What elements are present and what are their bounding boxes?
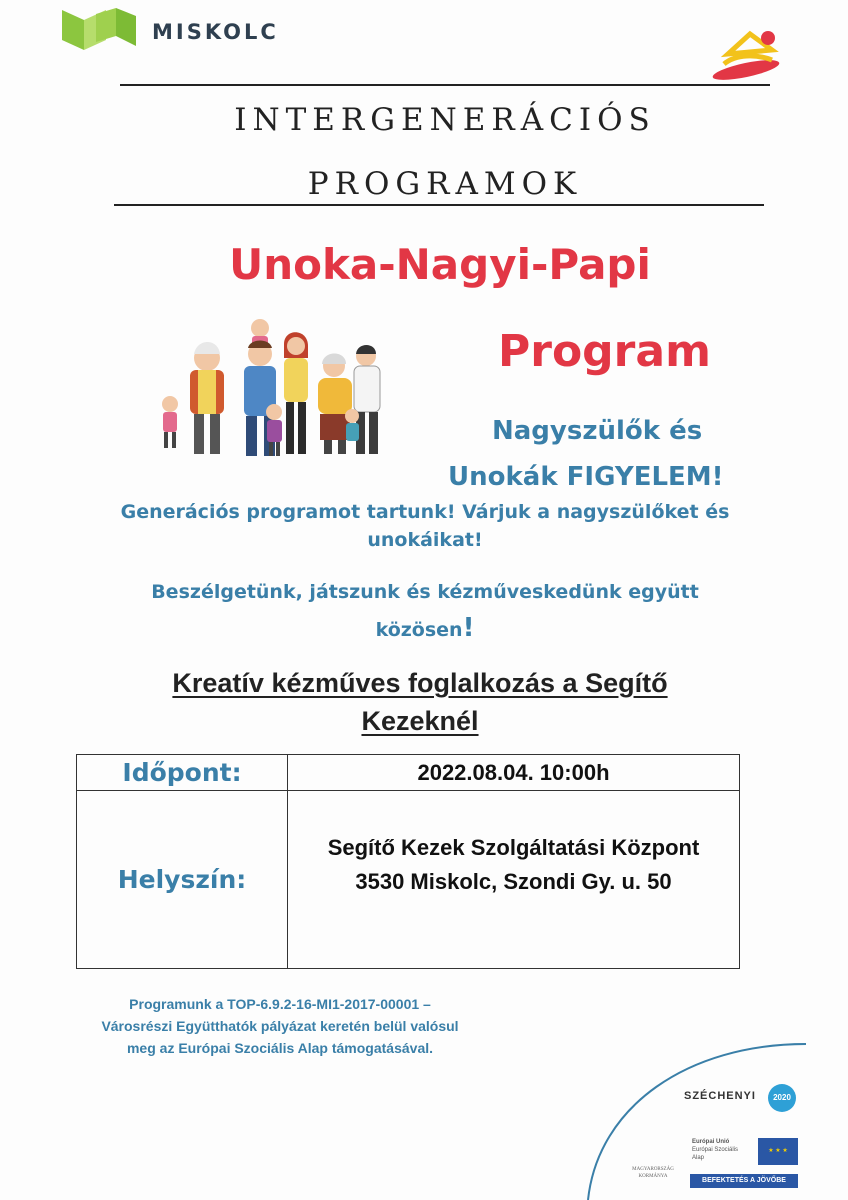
activity-line-1: Kreatív kézműves foglalkozás a Segítő — [172, 668, 668, 698]
title-bottom-rule — [114, 204, 764, 206]
szechenyi-2020-icon — [768, 1084, 796, 1112]
intro-p2-line-1: Beszélgetünk, játszunk és kézműveskedünk együtt — [151, 581, 699, 603]
intro-paragraph-1 — [60, 498, 790, 554]
place-label: Helyszín: — [77, 791, 288, 969]
place-value — [288, 791, 740, 969]
funding-note — [70, 993, 490, 1059]
miskolc-logo-icon — [60, 6, 138, 52]
attention-line-2: Unokák FIGYELEM! — [448, 462, 724, 492]
intro-p1-line-1: Generációs programot tartunk! Várjuk a nagyszülőket és — [120, 501, 730, 523]
title-line-2: PROGRAMOK — [307, 166, 583, 202]
program-name-line-2: Program — [498, 326, 711, 377]
family-illustration — [152, 308, 392, 464]
eu-line-1: Európai Unió — [692, 1139, 730, 1145]
title-line-1: INTERGENERÁCIÓS — [234, 102, 656, 138]
funding-line-1: Programunk a TOP-6.9.2-16-MI1-2017-00001 – — [129, 996, 431, 1012]
title-top-rule — [120, 84, 770, 86]
activity-line-2: Kezeknél — [361, 706, 479, 736]
funding-line-3: meg az Európai Szociális Alap támogatásával. — [126, 1040, 434, 1056]
szechenyi-label: SZÉCHENYI — [684, 1090, 756, 1102]
time-value: 2022.08.04. 10:00h — [288, 755, 740, 791]
place-row — [77, 791, 740, 969]
eu-text — [692, 1138, 738, 1162]
activity-title — [70, 664, 770, 740]
eu-line-2: Európai Szociális — [692, 1147, 739, 1153]
eu-line-3: Alap — [692, 1155, 705, 1161]
attention-line-1: Nagyszülők és — [492, 416, 703, 446]
eu-flag-icon: ★ ★ ★ — [758, 1138, 798, 1165]
helping-hands-logo-icon — [706, 24, 786, 80]
details-table — [76, 754, 740, 969]
logo-text: MISKOLC — [152, 20, 279, 44]
intro-p2-exclamation: ! — [462, 613, 475, 643]
szechenyi-year: 2020 — [773, 1093, 791, 1102]
intro-p2-line-2: közösen — [375, 619, 463, 641]
gov-line-2: KORMÁNYA — [638, 1174, 668, 1179]
intro-p1-line-2: unokáikat! — [367, 529, 483, 551]
time-row — [77, 755, 740, 791]
time-label: Időpont: — [77, 755, 288, 791]
place-line-1: Segítő Kezek Szolgáltatási Központ — [327, 835, 700, 860]
gov-text — [622, 1166, 684, 1180]
intro-paragraph-2 — [60, 574, 790, 648]
place-line-2: 3530 Miskolc, Szondi Gy. u. 50 — [355, 869, 672, 894]
gov-line-1: MAGYARORSZÁG — [632, 1167, 674, 1172]
program-name-line-1: Unoka-Nagyi-Papi — [229, 240, 651, 289]
slogan-banner: BEFEKTETÉS A JÖVŐBE — [690, 1174, 798, 1188]
funding-line-2: Városrészi Együtthatók pályázat keretén belül valósul — [101, 1018, 459, 1034]
